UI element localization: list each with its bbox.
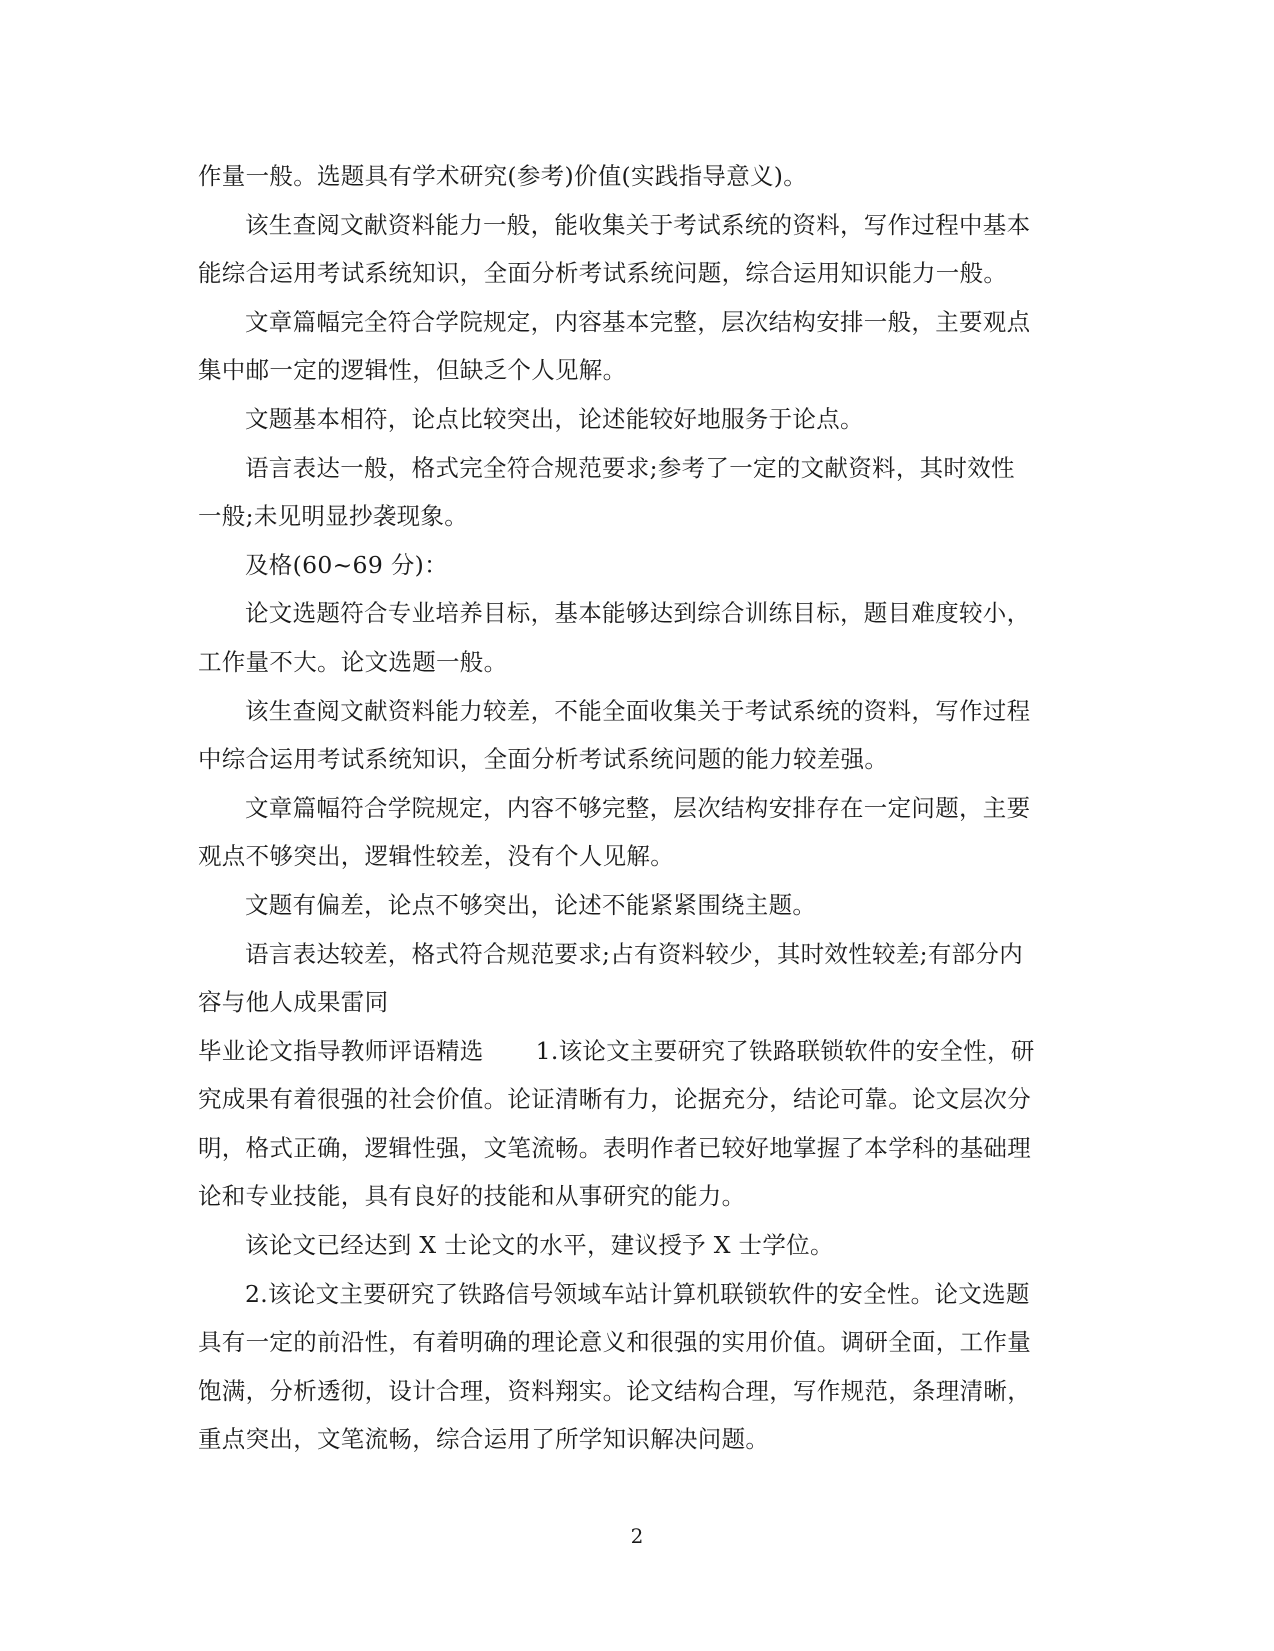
text-line: 语言表达一般，格式完全符合规范要求;参考了一定的文献资料，其时效性 xyxy=(245,453,1015,482)
text-line: 能综合运用考试系统知识，全面分析考试系统问题，综合运用知识能力一般。 xyxy=(198,259,1008,288)
text-line: 究成果有着很强的社会价值。论证清晰有力，论据充分，结论可靠。论文层次分 xyxy=(198,1085,1031,1114)
section-heading-line xyxy=(198,1027,1082,1076)
page-number: 2 xyxy=(630,1524,644,1548)
text-line: 具有一定的前沿性，有着明确的理论意义和很强的实用价值。调研全面，工作量 xyxy=(198,1328,1031,1357)
text-line: 2.该论文主要研究了铁路信号领域车站计算机联锁软件的安全性。论文选题 xyxy=(245,1279,1030,1308)
text-line: 文题有偏差，论点不够突出，论述不能紧紧围绕主题。 xyxy=(245,890,817,919)
text-line: 重点突出，文笔流畅，综合运用了所学知识解决问题。 xyxy=(198,1425,770,1454)
text-line: 明，格式正确，逻辑性强，文笔流畅。表明作者已较好地掌握了本学科的基础理 xyxy=(198,1133,1031,1162)
text-line: 容与他人成果雷同 xyxy=(198,988,389,1017)
text-line: 作量一般。选题具有学术研究(参考)价值(实践指导意义)。 xyxy=(198,162,808,190)
text-line: 语言表达较差，格式符合规范要求;占有资料较少，其时效性较差;有部分内 xyxy=(245,939,1024,968)
section-heading: 毕业论文指导教师评语精选 xyxy=(198,1036,484,1065)
text-line: 饱满，分析透彻，设计合理，资料翔实。论文结构合理，写作规范，条理清晰， xyxy=(198,1376,1031,1405)
heading-follow-text: 1.该论文主要研究了铁路联锁软件的安全性，研 xyxy=(535,1036,1035,1065)
text-line: 观点不够突出，逻辑性较差，没有个人见解。 xyxy=(198,842,674,871)
text-line: 工作量不大。论文选题一般。 xyxy=(198,647,508,676)
text-line: 文题基本相符，论点比较突出，论述能较好地服务于论点。 xyxy=(245,404,864,433)
text-line: 该论文已经达到 X 士论文的水平，建议授予 X 士学位。 xyxy=(245,1231,834,1260)
text-line: 一般;未见明显抄袭现象。 xyxy=(198,502,469,531)
text-line: 文章篇幅完全符合学院规定，内容基本完整，层次结构安排一般，主要观点 xyxy=(245,307,1031,336)
text-line: 该生查阅文献资料能力较差，不能全面收集关于考试系统的资料，写作过程 xyxy=(245,696,1031,725)
text-line: 论文选题符合专业培养目标，基本能够达到综合训练目标，题目难度较小， xyxy=(245,599,1031,628)
body-text xyxy=(198,152,1082,1464)
text-line: 文章篇幅符合学院规定，内容不够完整，层次结构安排存在一定问题，主要 xyxy=(245,793,1031,822)
text-line: 论和专业技能，具有良好的技能和从事研究的能力。 xyxy=(198,1182,746,1211)
text-line: 集中邮一定的逻辑性，但缺乏个人见解。 xyxy=(198,356,627,385)
text-line: 该生查阅文献资料能力一般，能收集关于考试系统的资料，写作过程中基本 xyxy=(245,210,1031,239)
grade-heading: 及格(60~69 分)： xyxy=(245,550,448,579)
text-line: 中综合运用考试系统知识，全面分析考试系统问题的能力较差强。 xyxy=(198,745,889,774)
